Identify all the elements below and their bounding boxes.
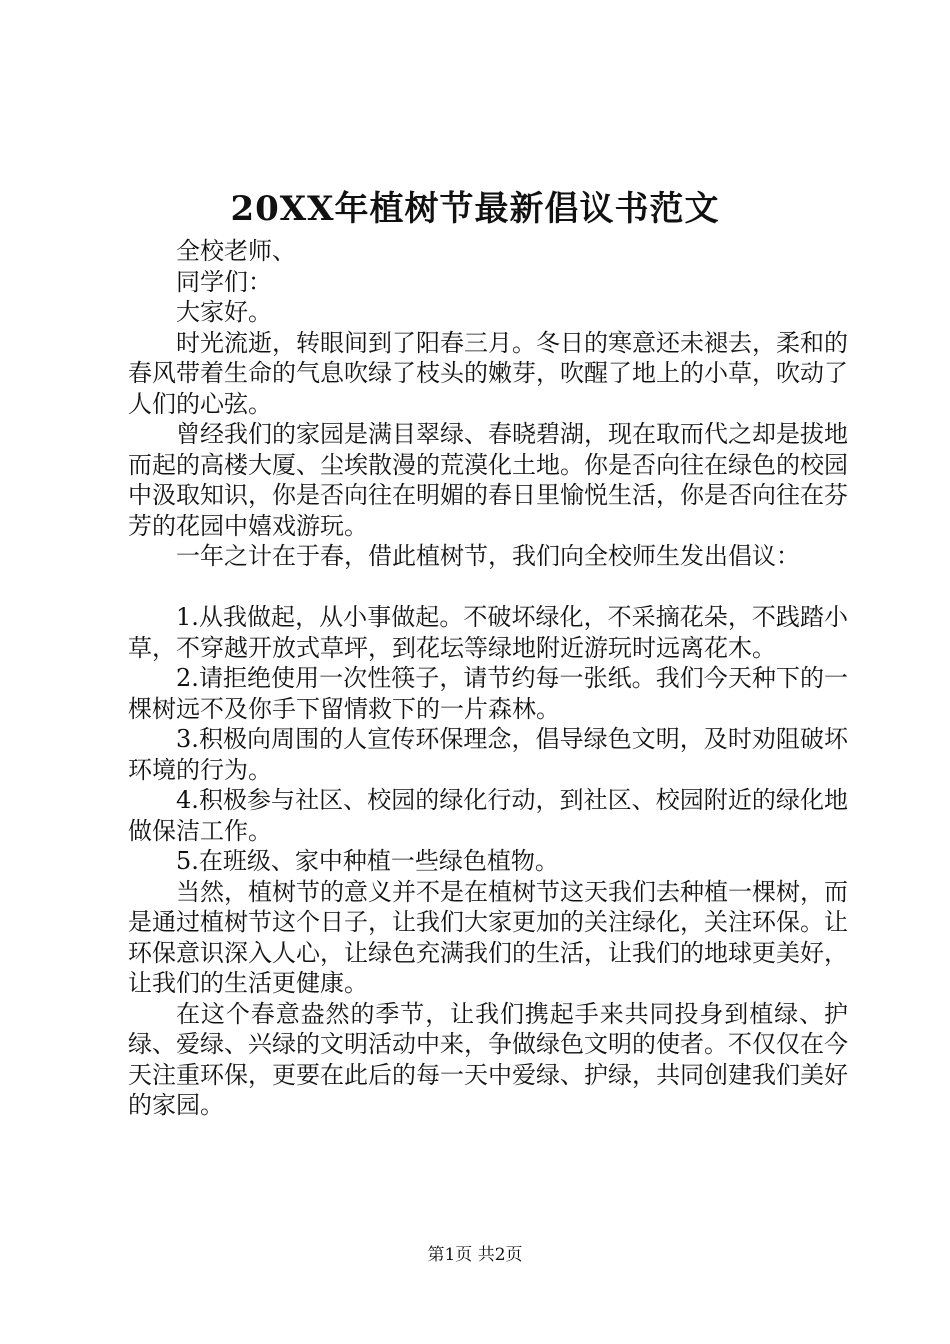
proposal-item-3: 3.积极向周围的人宣传环保理念，倡导绿色文明，及时劝阻破坏环境的行为。	[128, 725, 848, 784]
paragraph-meaning: 当然，植树节的意义并不是在植树节这天我们去种植一棵树，而是通过植树节这个日子，让我们大家更加的关注绿化，关注环保。让环保意识深入人心，让绿色充满我们的生活，让我们的地球更美好，让我们的生活更健康。	[128, 877, 848, 997]
page-footer: 第1页 共2页	[427, 1245, 523, 1265]
paragraph-closing: 在这个春意盎然的季节，让我们携起手来共同投身到植绿、护绿、爱绿、兴绿的文明活动中来，争做绿色文明的使者。不仅仅在今天注重环保，更要在此后的每一天中爱绿、护绿，共同创建我们美好的家园。	[128, 999, 848, 1119]
greeting-line-3: 大家好。	[176, 298, 272, 326]
blank-line	[128, 572, 848, 603]
greeting-line-1: 全校老师、	[176, 237, 296, 265]
proposal-item-4: 4.积极参与社区、校园的绿化行动，到社区、校园附近的绿化地做保洁工作。	[128, 786, 848, 845]
paragraph-contrast: 曾经我们的家园是满目翠绿、春晓碧湖，现在取而代之却是拔地而起的高楼大厦、尘埃散漫的荒漠化土地。你是否向往在绿色的校园中汲取知识，你是否向往在明媚的春日里愉悦生活，你是否向往在芬芳的花园中嬉戏游玩。	[128, 420, 848, 540]
proposal-item-2: 2.请拒绝使用一次性筷子，请节约每一张纸。我们今天种下的一棵树远不及你手下留情救下的一片森林。	[128, 664, 848, 723]
proposal-item-5: 5.在班级、家中种植一些绿色植物。	[176, 847, 559, 875]
paragraph-proposal-lead: 一年之计在于春，借此植树节，我们向全校师生发出倡议：	[176, 542, 800, 570]
document-body	[128, 236, 848, 1121]
proposal-item-1: 1.从我做起，从小事做起。不破坏绿化，不采摘花朵，不践踏小草，不穿越开放式草坪，到花坛等绿地附近游玩时远离花木。	[128, 603, 848, 662]
greeting-line-2: 同学们：	[176, 267, 272, 296]
document-title: 20XX年植树节最新倡议书范文	[230, 189, 720, 229]
paragraph-intro: 时光流逝，转眼间到了阳春三月。冬日的寒意还未褪去，柔和的春风带着生命的气息吹绿了枝头的嫩芽，吹醒了地上的小草，吹动了人们的心弦。	[128, 328, 848, 418]
